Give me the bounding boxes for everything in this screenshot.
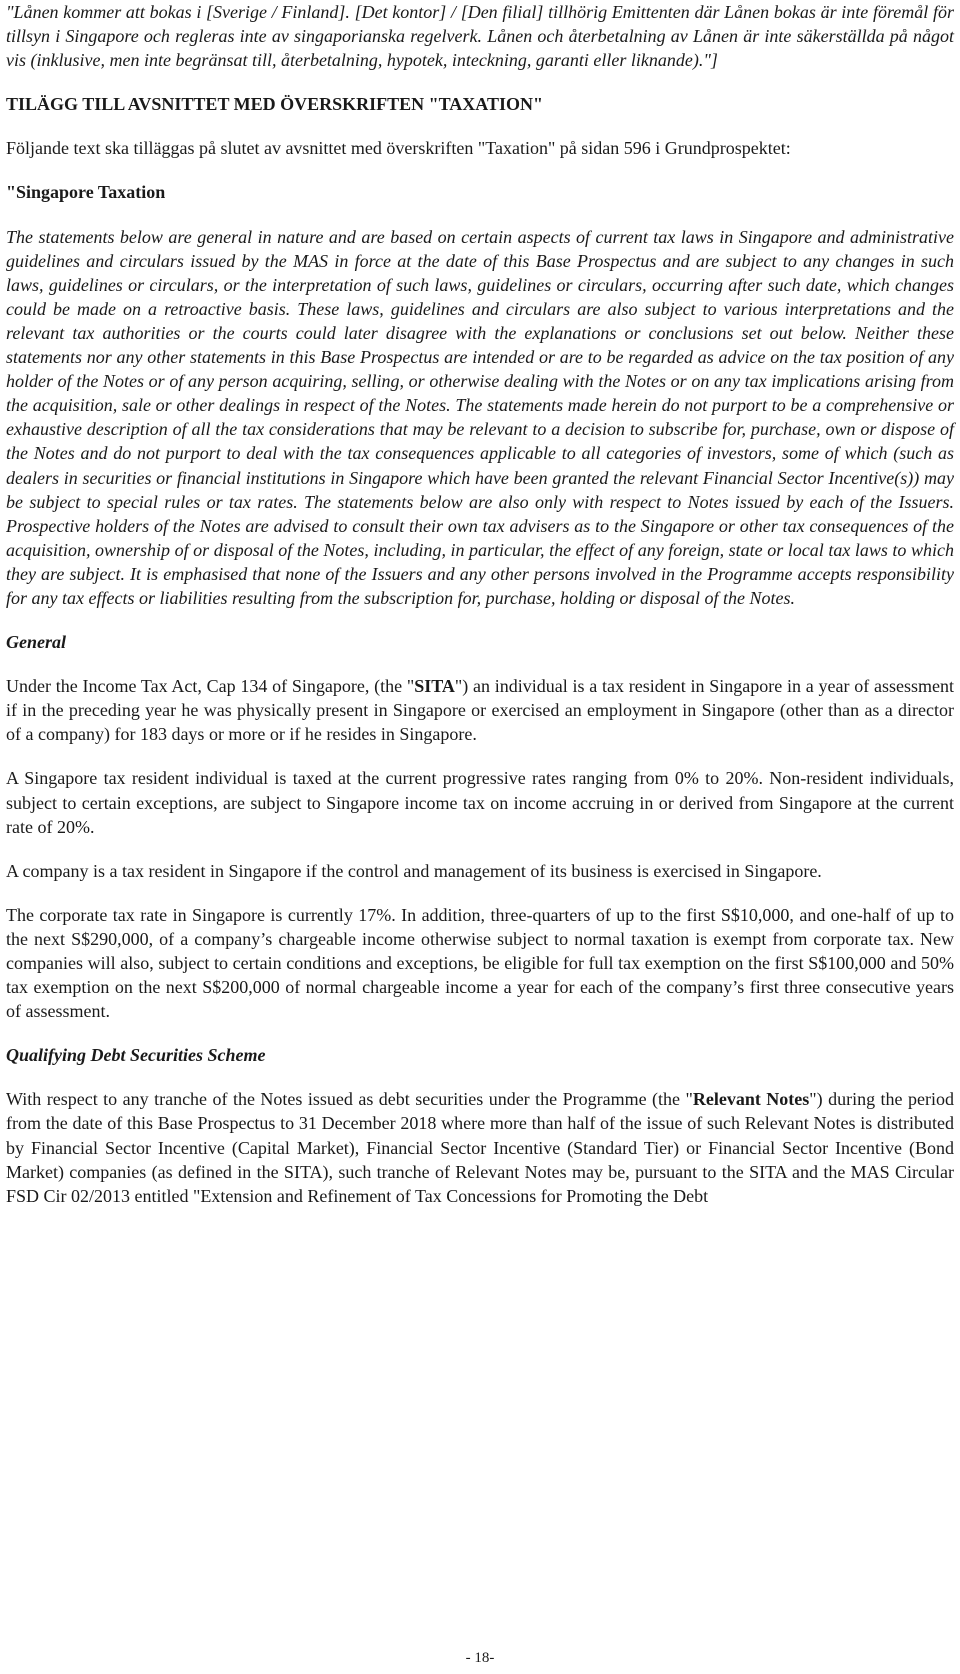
statements-paragraph: The statements below are general in nature and are based on certain aspects of current tax laws in Singapore and administrative guidelines and circulars issued by the MAS in force at the date of this Base Prospectus and are subject to any changes in such laws, guidelines or circulars, or the interpretation of such laws, guidelines or circulars, occurring after such date, which changes could be made on a retroactive basis. These laws, guidelines and circulars are also subject to various interpretations and the relevant tax authorities or the courts could later disagree with the explanations or conclusions set out below. Neither these statements nor any other statements in this Base Prospectus are intended or are to be regarded as advice on the tax position of any holder of the Notes or of any person acquiring, selling, or otherwise dealing with the Notes or on any tax implications arising from the acquisition, sale or other dealings in respect of the Notes. The statements made herein do not purport to be a comprehensive or exhaustive description of all the tax considerations that may be relevant to a decision to subscribe for, purchase, own or dispose of the Notes and do not purport to deal with the tax consequences applicable to all categories of investors, some of which (such as dealers in securities or financial institutions in Singapore which have been granted the relevant Financial Sector Incentive(s)) may be subject to special rules or tax rates. The statements below are also only with respect to Notes issued by each of the Issuers. Prospective holders of the Notes are advised to consult their own tax advisers as to the Singapore or other tax consequences of the acquisition, ownership of or disposal of the Notes, including, in particular, the effect of any foreign, state or local tax laws to which they are subject. It is emphasised that none of the Issuers and any other persons involved in the Programme accepts responsibility for any tax effects or liabilities resulting from the subscription for, purchase, holding or disposal of the Notes. <box>6 226 954 608</box>
general-paragraph-corporate-rate: The corporate tax rate in Singapore is currently 17%. In addition, three-quarters of up to the first S$10,000, and one-half of up to the next S$290,000, of a company’s chargeable income otherwise subject to normal taxation is exempt from corporate tax. New companies will also, subject to certain conditions and exceptions, be eligible for full tax exemption on the first S$100,000 and 50% tax exemption on the next S$200,000 of normal chargeable income a year for each of the company’s first three consecutive years of assessment. <box>6 904 954 1022</box>
general-paragraph-residency <box>6 674 954 746</box>
qdss-paragraph <box>6 1087 954 1207</box>
qdss-heading: Qualifying Debt Securities Scheme <box>6 1045 266 1066</box>
document-page <box>6 0 954 1208</box>
defined-term: SITA <box>414 676 455 697</box>
singapore-taxation-heading: "Singapore Taxation <box>6 182 166 203</box>
main-heading: TILÄGG TILL AVSNITTET MED ÖVERSKRIFTEN "TAXATION" <box>6 94 543 115</box>
text-run: ") an individual is a tax resident in Singapore in a year of assessment if in the preceding year he was physically present in Singapore or exercised an employment in Singapore (other than as a director of a company) for 183 days or more or if he resides in Singapore. <box>6 676 954 745</box>
page-number: - 18- <box>465 1650 495 1666</box>
general-paragraph-individual-rates: A Singapore tax resident individual is taxed at the current progressive rates ranging from 0% to 20%. Non-resident individuals, subject to certain exceptions, are subject to Singapore income tax on income accruing in or derived from Singapore at the current rate of 20%. <box>6 768 954 837</box>
defined-term: Relevant Notes <box>692 1089 810 1110</box>
text-run: Under the Income Tax Act, Cap 134 of Singapore, (the " <box>6 676 415 697</box>
text-run: With respect to any tranche of the Notes issued as debt securities under the Programme (the " <box>6 1089 693 1110</box>
intro-note: "Lånen kommer att bokas i [Sverige / Finland]. [Det kontor] / [Den filial] tillhörig Emittenten där Lånen bokas är inte föremål för tillsyn i Singapore och regleras inte av singaporianska regelverk. Lånen och återbetalning av Lånen är inte säkerställda på något vis (inklusive, men inte begränsat till, återbetalning, hypotek, inteckning, garanti eller liknande)."] <box>6 2 954 71</box>
follow-text: Följande text ska tilläggas på slutet av avsnittet med överskriften "Taxation" på sidan 596 i Grundprospektet: <box>6 138 791 159</box>
text-run: ") during the period from the date of this Base Prospectus to 31 December 2018 where more than half of the issue of such Relevant Notes is distributed by Financial Sector Incentive (Capital Market), Financial Sector Incentive (Standard Tier) or Financial Sector Incentive (Bond Market) companies (as defined in the SITA), such tranche of Relevant Notes may be, pursuant to the SITA and the MAS Circular FSD Cir 02/2013 entitled "Extension and Refinement of Tax Concessions for Promoting the Debt <box>6 1089 954 1206</box>
general-paragraph-company-residency: A company is a tax resident in Singapore if the control and management of its business is exercised in Singapore. <box>6 860 822 881</box>
general-heading: General <box>6 632 66 653</box>
